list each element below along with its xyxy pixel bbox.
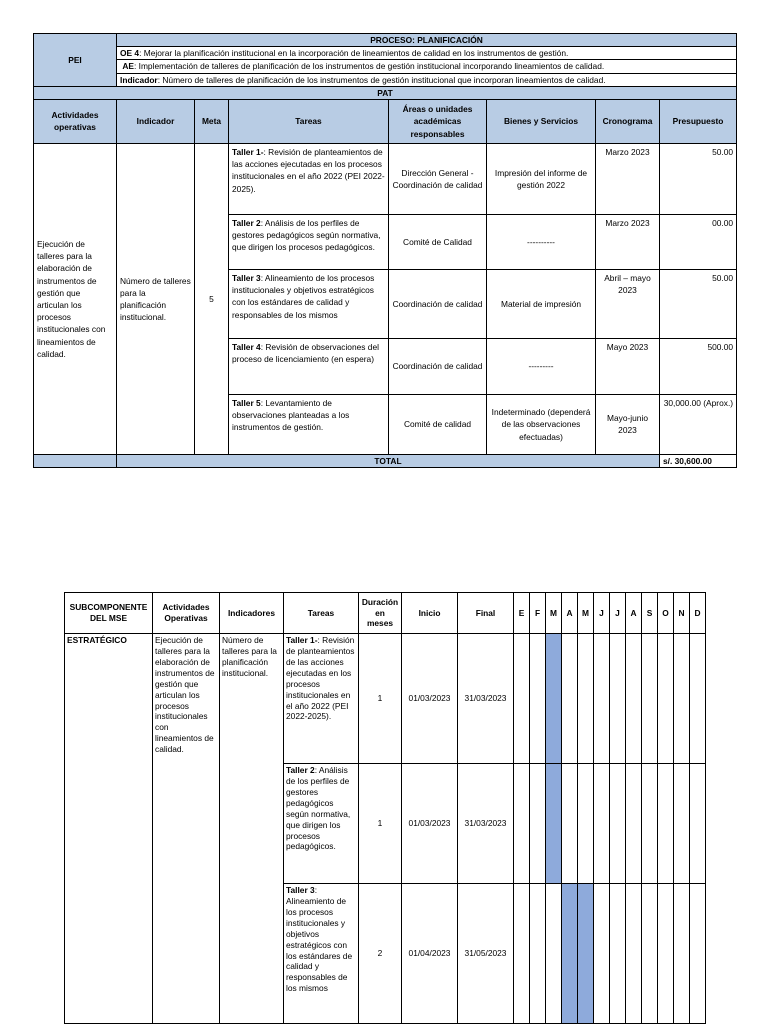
duration-cell: 1 — [359, 764, 402, 884]
month-cell — [578, 764, 594, 884]
budget-cell: 50.00 — [660, 143, 737, 214]
col-tareas: Tareas — [284, 593, 359, 634]
col-bienes: Bienes y Servicios — [487, 99, 596, 143]
start-cell: 01/04/2023 — [402, 884, 458, 1024]
area-cell: Comité de calidad — [389, 394, 487, 454]
col-indicadores: Indicadores — [220, 593, 284, 634]
task-cell — [229, 143, 389, 214]
goods-cell: Indeterminado (dependerá de las observaciones efectuadas) — [487, 394, 596, 454]
ae-row — [117, 60, 737, 73]
month-cell — [626, 764, 642, 884]
goods-cell: ---------- — [487, 214, 596, 269]
month-cell-active — [546, 634, 562, 764]
ae-text: : Implementación de talleres de planificación de los instrumentos de gestión institucional incorporando lineamientos de calidad. — [133, 61, 605, 72]
task-text: : Revisión de planteamientos de las acciones ejecutadas en los procesos institucionales en el año 2022 (PEI 2022-2025). — [286, 635, 355, 722]
month-cell — [594, 634, 610, 764]
month-cell — [562, 764, 578, 884]
month-header: S — [642, 593, 658, 634]
month-cell — [658, 764, 674, 884]
task-cell — [229, 214, 389, 269]
month-header: O — [658, 593, 674, 634]
activity-cell: Ejecución de talleres para la elaboración de instrumentos de gestión que articulan los procesos institucionales con lineamientos de calidad. — [153, 634, 220, 1024]
total-value: s/. 30,600.00 — [660, 454, 737, 467]
task-title: Taller 3 — [232, 272, 261, 283]
schedule-cell: Mayo 2023 — [596, 338, 660, 394]
schedule-cell: Mayo-junio 2023 — [596, 394, 660, 454]
schedule-table — [64, 592, 706, 1024]
month-cell — [674, 884, 690, 1024]
col-actividades: Actividades Operativas — [153, 593, 220, 634]
area-cell: Coordinación de calidad — [389, 338, 487, 394]
month-cell — [642, 634, 658, 764]
end-cell: 31/05/2023 — [458, 884, 514, 1024]
activity-cell: Ejecución de talleres para la elaboración de instrumentos de gestión que articulan los procesos institucionales con lineamientos de calidad. — [34, 143, 117, 454]
planning-table — [33, 33, 737, 468]
month-cell-active — [562, 884, 578, 1024]
task-title: Taller 4 — [232, 341, 261, 352]
pat-label: PAT — [34, 86, 737, 99]
month-cell-active — [546, 764, 562, 884]
task-text: : Alineamiento de los procesos institucionales y objetivos estratégicos con los estándares de calidad y responsables de los mismos — [232, 272, 375, 320]
indicator-text: : Número de talleres de planificación de los instrumentos de gestión institucional que incorporan lineamientos de calidad. — [157, 74, 606, 85]
schedule-cell: Marzo 2023 — [596, 143, 660, 214]
task-text: : Análisis de los perfiles de gestores pedagógicos según normativa, que dirigen los procesos pedagógicos. — [286, 765, 351, 852]
schedule-cell: Marzo 2023 — [596, 214, 660, 269]
budget-cell: 30,000.00 (Aprox.) — [660, 394, 737, 454]
task-cell — [229, 269, 389, 338]
col-inicio: Inicio — [402, 593, 458, 634]
month-cell — [642, 884, 658, 1024]
col-tareas: Tareas — [229, 99, 389, 143]
process-title: PROCESO: PLANIFICACIÓN — [117, 34, 737, 47]
col-indicador: Indicador — [117, 99, 195, 143]
total-label: TOTAL — [117, 454, 660, 467]
end-cell: 31/03/2023 — [458, 764, 514, 884]
month-header: J — [610, 593, 626, 634]
budget-cell: 00.00 — [660, 214, 737, 269]
task-title: Taller 2 — [286, 765, 315, 775]
month-header: A — [626, 593, 642, 634]
goods-cell: --------- — [487, 338, 596, 394]
task-cell — [284, 764, 359, 884]
month-cell — [610, 764, 626, 884]
task-cell — [284, 634, 359, 764]
task-text: : Análisis de los perfiles de gestores pedagógicos según normativa, que dirigen los procesos pedagógicos. — [232, 217, 381, 253]
budget-cell: 500.00 — [660, 338, 737, 394]
goods-cell: Material de impresión — [487, 269, 596, 338]
month-cell — [658, 634, 674, 764]
month-header: D — [690, 593, 706, 634]
month-cell — [546, 884, 562, 1024]
duration-cell: 1 — [359, 634, 402, 764]
oe-text: : Mejorar la planificación institucional en la incorporación de lineamientos de calidad en los instrumentos de gestión. — [139, 48, 569, 59]
month-header: J — [594, 593, 610, 634]
task-title: Taller 5 — [232, 397, 261, 408]
col-duracion: Duración en meses — [359, 593, 402, 634]
end-cell: 31/03/2023 — [458, 634, 514, 764]
month-cell — [514, 764, 530, 884]
month-cell — [690, 884, 706, 1024]
start-cell: 01/03/2023 — [402, 764, 458, 884]
month-header: M — [578, 593, 594, 634]
pei-label: PEI — [34, 34, 117, 87]
task-cell — [229, 338, 389, 394]
oe-label: OE 4 — [120, 48, 140, 59]
col-final: Final — [458, 593, 514, 634]
start-cell: 01/03/2023 — [402, 634, 458, 764]
month-cell — [642, 764, 658, 884]
month-cell — [626, 634, 642, 764]
task-title: Taller 2 — [232, 217, 261, 228]
total-spacer — [34, 454, 117, 467]
task-text: : Levantamiento de observaciones planteadas a los instrumentos de gestión. — [232, 397, 350, 433]
month-cell — [690, 634, 706, 764]
month-cell — [514, 884, 530, 1024]
indicator-label: Indicador — [120, 74, 158, 85]
month-header: N — [674, 593, 690, 634]
col-presupuesto: Presupuesto — [660, 99, 737, 143]
area-cell: Comité de Calidad — [389, 214, 487, 269]
task-title: Taller 1- — [232, 146, 264, 157]
task-title: Taller 3 — [286, 885, 315, 895]
duration-cell: 2 — [359, 884, 402, 1024]
month-cell — [530, 764, 546, 884]
oe-row — [117, 47, 737, 60]
col-cronograma: Cronograma — [596, 99, 660, 143]
meta-cell: 5 — [195, 143, 229, 454]
month-header: A — [562, 593, 578, 634]
month-cell — [530, 884, 546, 1024]
month-cell — [674, 634, 690, 764]
month-cell — [514, 634, 530, 764]
task-title: Taller 1- — [286, 635, 318, 645]
task-cell — [229, 394, 389, 454]
month-cell — [626, 884, 642, 1024]
goods-cell: Impresión del informe de gestión 2022 — [487, 143, 596, 214]
col-meta: Meta — [195, 99, 229, 143]
task-text: : Alineamiento de los procesos institucionales y objetivos estratégicos con los estándares de calidad y responsables de los mismos — [286, 885, 353, 994]
indicator-row — [117, 73, 737, 86]
task-cell — [284, 884, 359, 1024]
budget-cell: 50.00 — [660, 269, 737, 338]
month-header: M — [546, 593, 562, 634]
subcomponent-cell: ESTRATÉGICO — [65, 634, 153, 1024]
month-cell — [610, 634, 626, 764]
indicator-cell: Número de talleres para la planificación institucional. — [117, 143, 195, 454]
table-row — [65, 634, 706, 764]
col-areas: Áreas o unidades académicas responsables — [389, 99, 487, 143]
area-cell: Coordinación de calidad — [389, 269, 487, 338]
area-cell: Dirección General - Coordinación de calidad — [389, 143, 487, 214]
task-text: : Revisión de planteamientos de las acciones ejecutadas en los procesos institucionales en el año 2022 (PEI 2022-2025). — [232, 146, 385, 194]
month-header: E — [514, 593, 530, 634]
month-cell — [658, 884, 674, 1024]
month-cell-active — [578, 884, 594, 1024]
month-cell — [594, 764, 610, 884]
table-row — [34, 143, 737, 214]
col-subcomponente: SUBCOMPONENTE DEL MSE — [65, 593, 153, 634]
schedule-cell: Abril – mayo 2023 — [596, 269, 660, 338]
month-cell — [594, 884, 610, 1024]
month-header: F — [530, 593, 546, 634]
col-actividades: Actividades operativas — [34, 99, 117, 143]
ae-label: AE — [122, 61, 134, 72]
month-cell — [610, 884, 626, 1024]
task-text: : Revisión de observaciones del proceso de licenciamiento (en espera) — [232, 341, 379, 365]
month-cell — [674, 764, 690, 884]
month-cell — [562, 634, 578, 764]
month-cell — [578, 634, 594, 764]
month-cell — [690, 764, 706, 884]
month-cell — [530, 634, 546, 764]
indicator-cell: Número de talleres para la planificación institucional. — [220, 634, 284, 1024]
